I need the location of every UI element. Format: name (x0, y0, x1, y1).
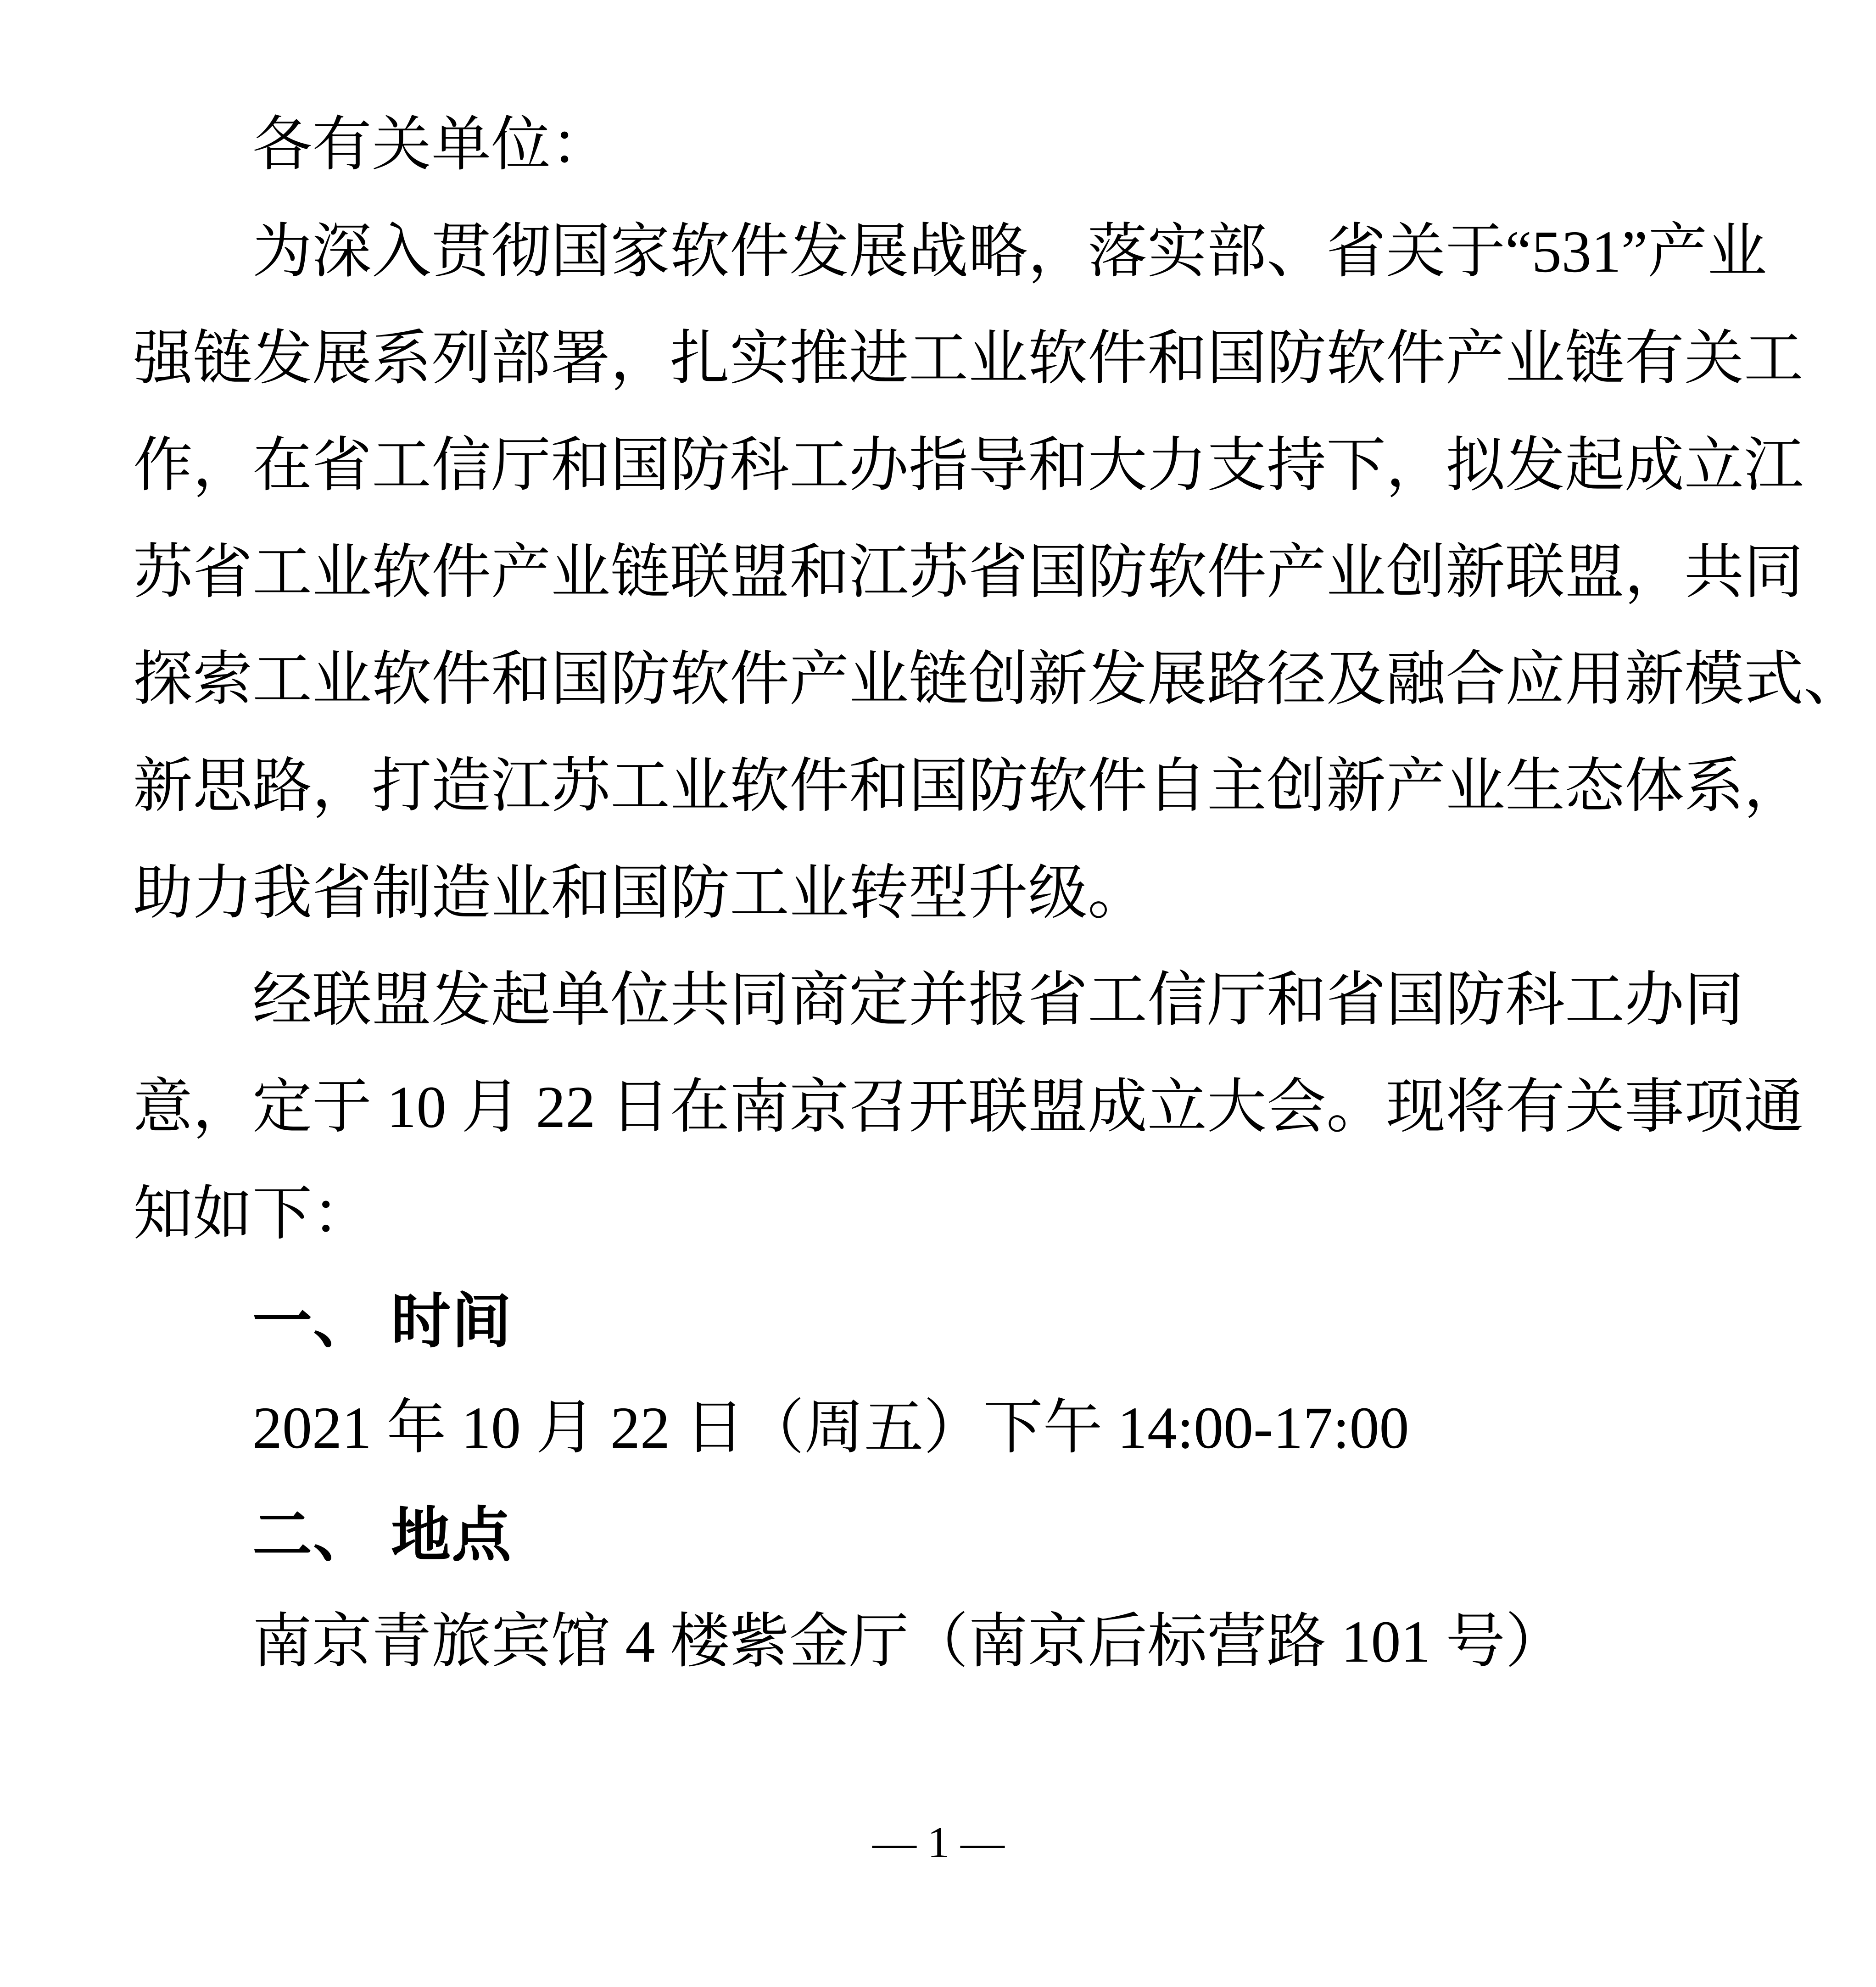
paragraph-2-line-2: 意，定于 10 月 22 日在南京召开联盟成立大会。现将有关事项通 (133, 1074, 1804, 1140)
paragraph-1-line-1: 为深入贯彻国家软件发展战略，落实部、省关于“531”产业 (252, 219, 1767, 285)
paragraph-2-line-1: 经联盟发起单位共同商定并报省工信厅和省国防科工办同 (252, 967, 1744, 1033)
page-number: — 1 — (872, 1818, 1005, 1867)
paragraph-1-line-3: 作，在省工信厅和国防科工办指导和大力支持下，拟发起成立江 (133, 433, 1804, 499)
salutation: 各有关单位： (252, 112, 611, 178)
paragraph-1-line-6: 新思路，打造江苏工业软件和国防软件自主创新产业生态体系， (133, 753, 1804, 820)
paragraph-1-line-2: 强链发展系列部署，扎实推进工业软件和国防软件产业链有关工 (133, 326, 1804, 392)
paragraph-1-line-5: 探索工业软件和国防软件产业链创新发展路径及融合应用新模式、 (133, 647, 1864, 713)
section-heading-venue: 二、 地点 (252, 1501, 513, 1568)
paragraph-1-line-7: 助力我省制造业和国防工业转型升级。 (133, 860, 1148, 927)
section-heading-time: 一、 时间 (252, 1288, 513, 1355)
section-content-time: 2021 年 10 月 22 日（周五）下午 14:00-17:00 (252, 1395, 1409, 1461)
paragraph-2-line-3: 知如下： (133, 1181, 372, 1247)
section-content-venue: 南京青旅宾馆 4 楼紫金厅（南京后标营路 101 号） (252, 1609, 1565, 1675)
paragraph-1-line-4: 苏省工业软件产业链联盟和江苏省国防软件产业创新联盟，共同 (133, 540, 1804, 606)
